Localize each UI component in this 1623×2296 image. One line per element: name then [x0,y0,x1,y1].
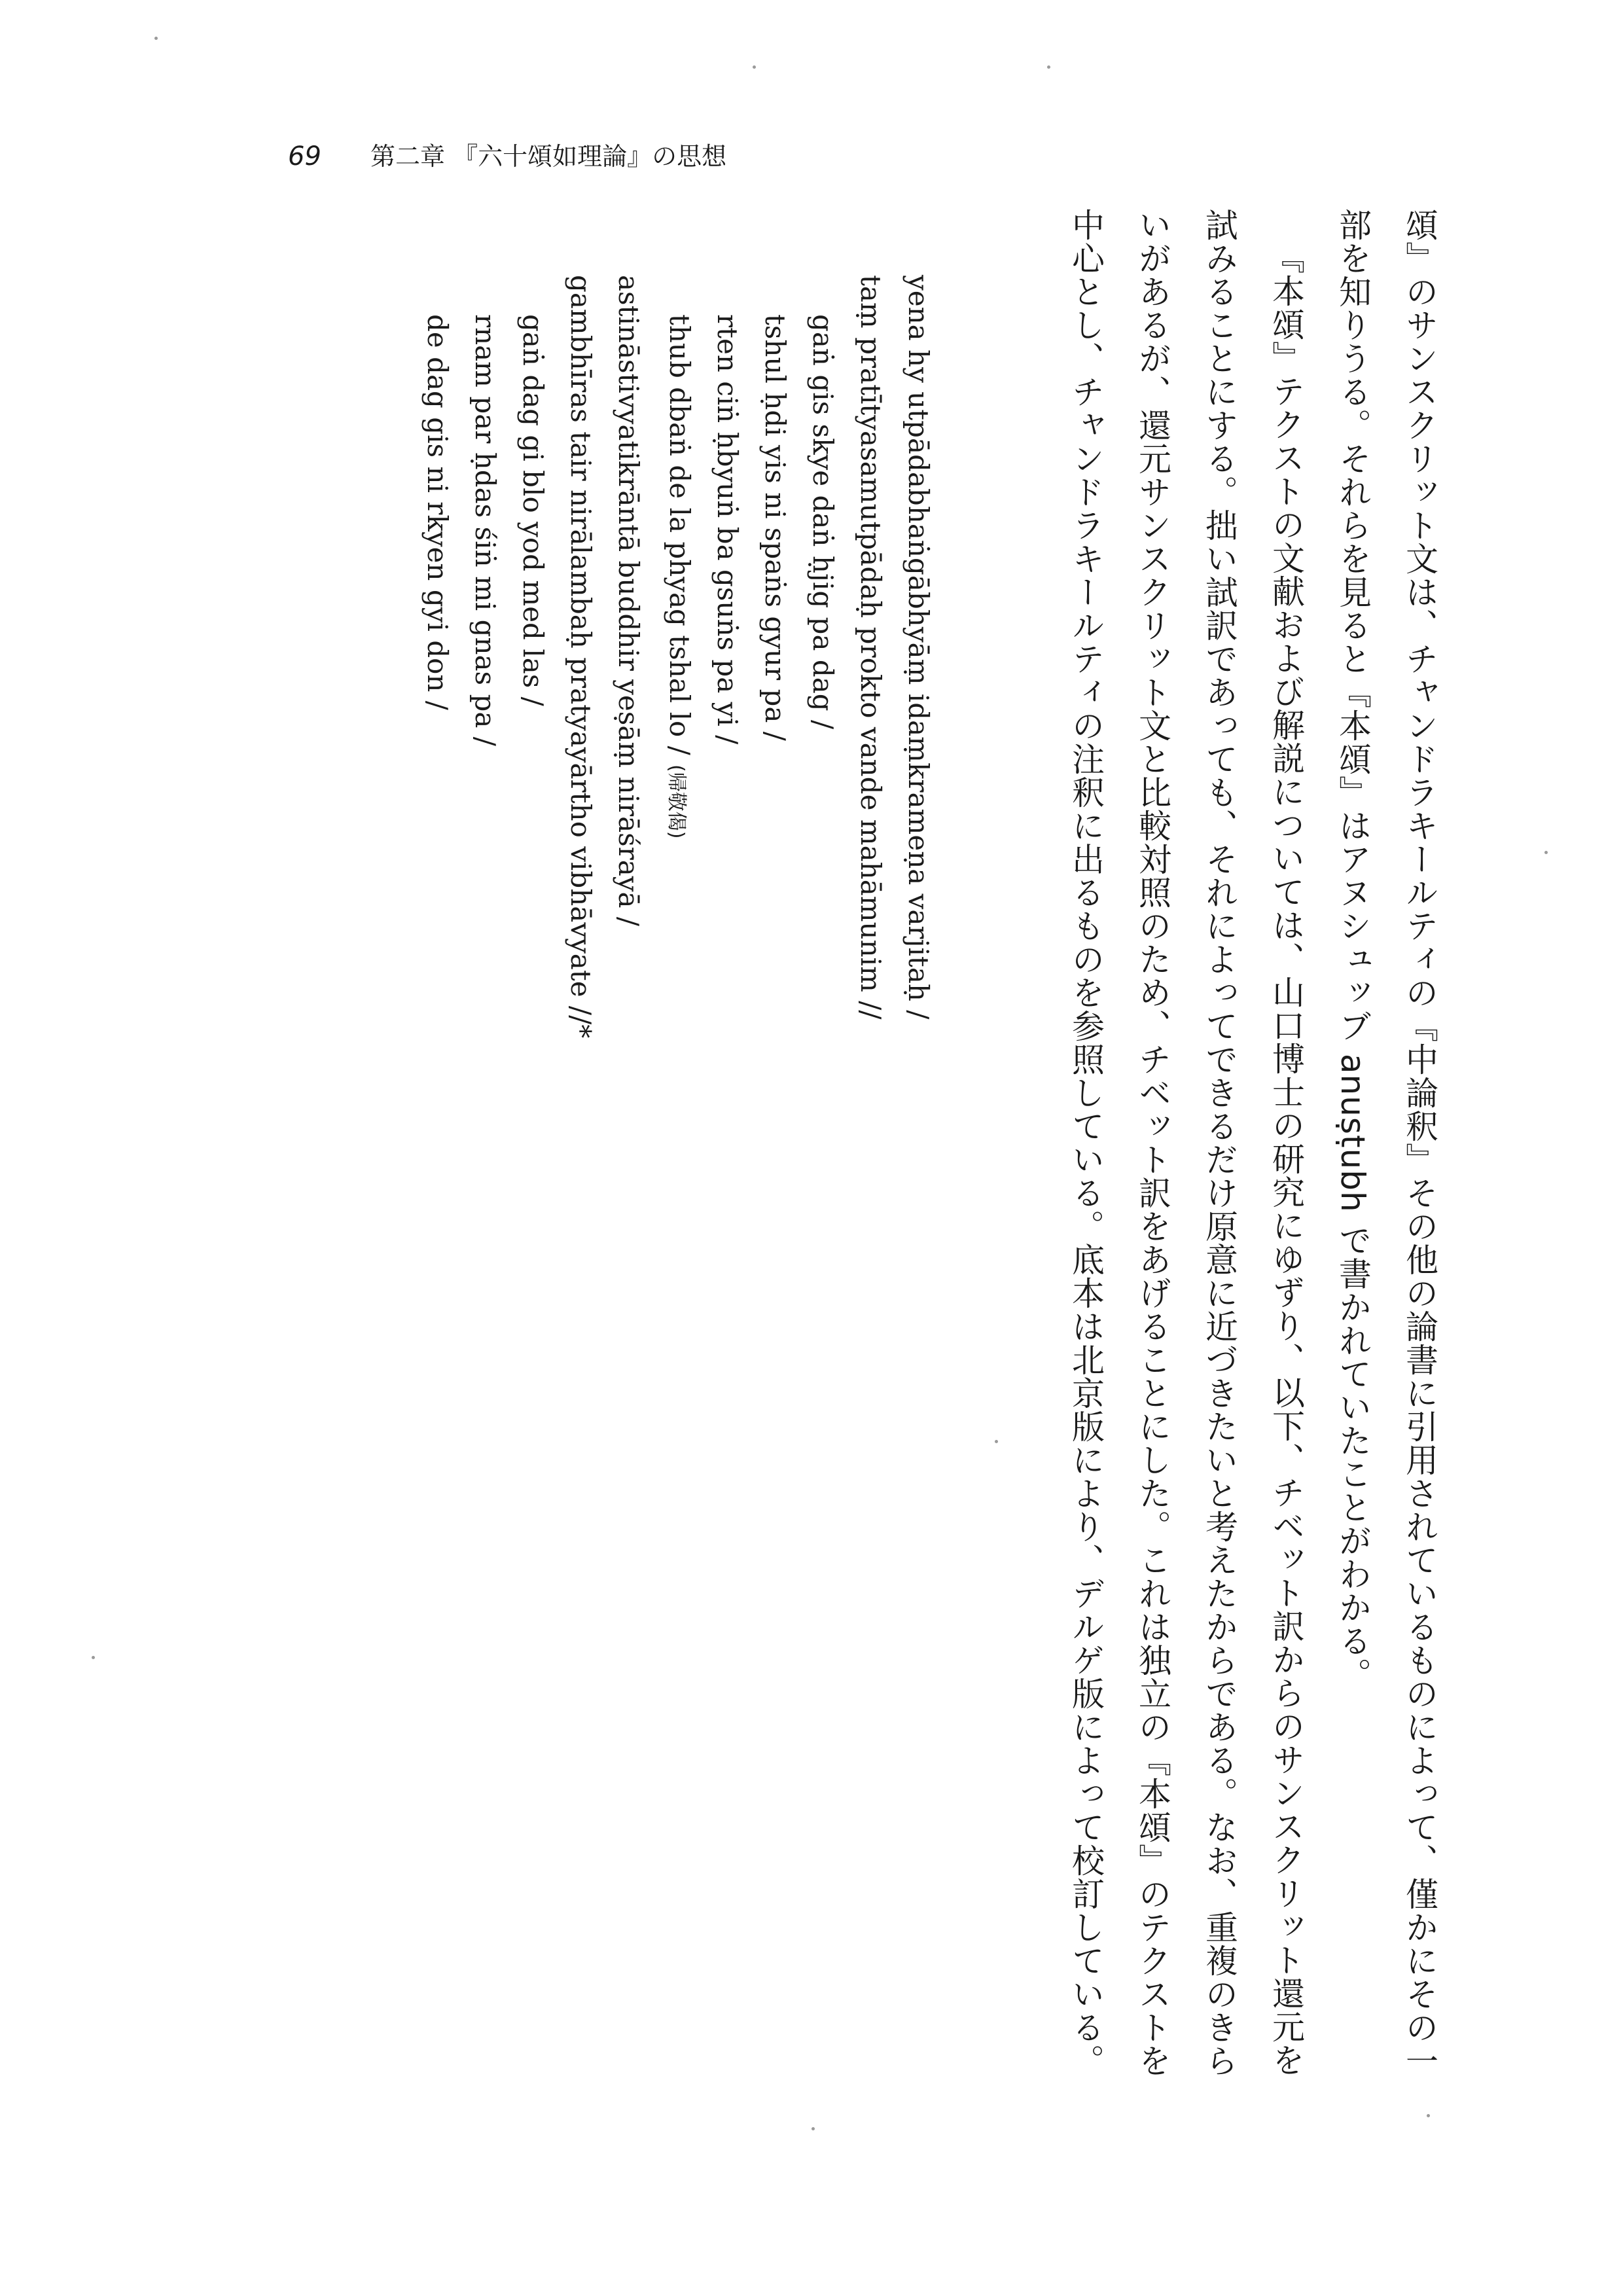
verse-block [262,275,942,1388]
sanskrit-verse-line: gambhīras tair nirālambaḥ pratyayārtho vibhāvyate //* [565,275,597,1039]
sanskrit-verse-line: taṃ pratītyasamutpādaḥ prokto vande mahāmunim // [855,275,887,1020]
running-header [288,136,726,182]
body-text [1021,208,1453,2106]
sanskrit-verse-line: yena hy utpādabhaṅgābhyāṃ idaṃkrameṇa varjitaḥ / [902,275,935,1020]
scan-speck [1047,65,1050,69]
sanskrit-verse-line: astināstivyatikrāntā buddhir yeṣāṃ nirāśrayā / [613,275,645,927]
paragraph-1: 頌』のサンスクリット文は、チャンドラキールティの『中論釈』その他の論書に引用されているものによって、僅かにその一部を知りうる。それらを見ると『本頌』はアヌシュッブ anuṣṭubh で書かれていたことがわかる。 [1334,208,1438,2077]
scan-speck [92,1656,95,1659]
scan-speck [1427,2114,1430,2117]
scan-speck [995,1440,998,1443]
scan-speck [154,37,158,40]
tibetan-verse-text: thub dbaṅ de la phyag tshal lo / [664,314,696,755]
tibetan-verse-line: gaṅ dag gi blo yod med las / [517,314,549,706]
page-number: 69 [288,141,321,171]
tibetan-verse-line: tshul ḥdi yis ni spaṅs gyur pa / [759,314,791,741]
chapter-title: 第二章 『六十頌如理論』の思想 [370,142,727,171]
tibetan-verse-line-with-note [652,275,704,1388]
verse-note: (帰敬偈) [665,764,688,839]
scan-speck [1544,851,1548,854]
scan-speck [753,65,756,69]
paragraph-2: 『本頌』テクストの文献および解説については、山口博士の研究にゆずり、以下、チベット訳からのサンスクリット還元を試みることにする。拙い試訳であっても、それによってできるだけ原意に近づきたいと考えたからである。なお、重複のきらいがあるが、還元サンスクリット文と比較対照のため、チベット訳をあげることにした。これは独立の『本頌』のテクストを中心とし、チャンドラキールティの注釈に出るものを参照している。底本は北京版により、デルゲ版によって校訂している。 [1067,208,1305,2077]
scan-speck [812,2127,815,2130]
tibetan-verse-line: rnam par ḥdas śiṅ mi gnas pa / [469,314,501,746]
tibetan-verse-line: rten ciṅ ḥbyuṅ ba gsuṅs pa yi / [711,314,743,745]
tibetan-verse-line: de dag gis ni rkyen gyi don / [421,314,454,710]
tibetan-verse-line: gaṅ gis skye daṅ ḥjig pa dag / [807,314,839,730]
